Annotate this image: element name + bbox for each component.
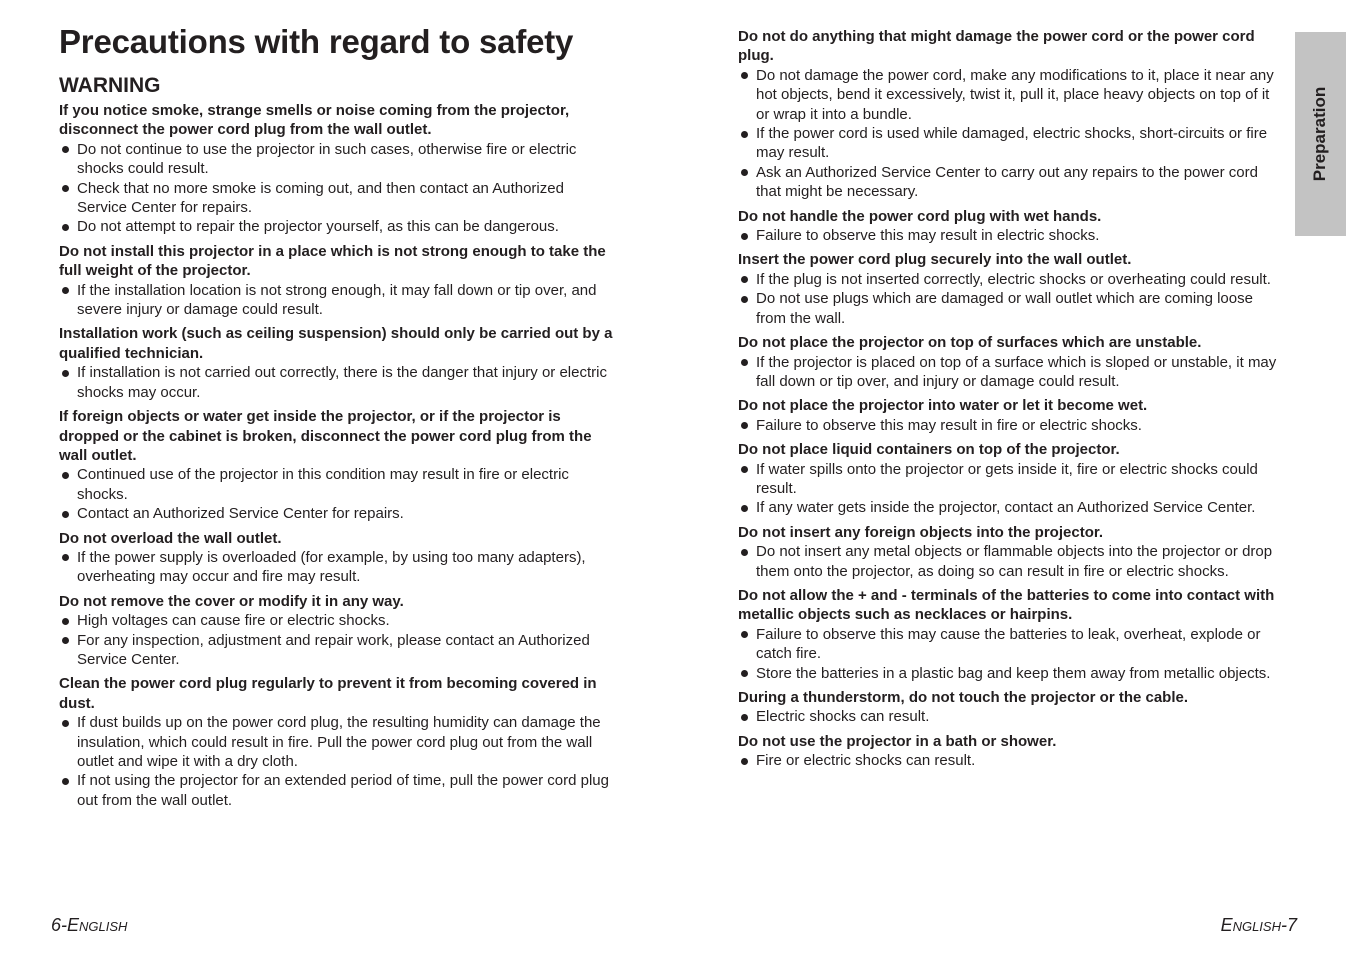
precaution-bullet-text: Failure to observe this may result in electric shocks. (756, 227, 1100, 245)
bullet-dot-icon (62, 185, 69, 192)
page-number-left-number: 6- (51, 915, 68, 935)
bullet-dot-icon (62, 287, 69, 294)
precaution-heading: Do not place the projector into water or let it become wet. (738, 397, 1148, 415)
precaution-heading: Do not place liquid containers on top of the projector. (738, 441, 1120, 459)
precaution-bullet-list (59, 713, 615, 810)
precaution-bullet-text: Do not continue to use the projector in such cases, otherwise fire or electric shocks could result. (77, 140, 577, 178)
bullet-dot-icon (741, 549, 748, 556)
precaution-bullet-list (59, 281, 615, 320)
precaution-section (738, 732, 1286, 771)
precaution-bullet-text: If the projector is placed on top of a surface which is sloped or unstable, it may fall down or tip over, and injury or damage could result. (756, 353, 1277, 390)
precaution-bullet-text: Do not use plugs which are damaged or wall outlet which are coming loose from the wall. (756, 290, 1253, 327)
precaution-bullet-text: Check that no more smoke is coming out, and then contact an Authorized Service Center for repairs. (77, 179, 564, 217)
precaution-section (738, 396, 1286, 435)
precaution-bullet-list (738, 66, 1286, 202)
precaution-bullet (59, 611, 615, 630)
bullet-dot-icon (741, 233, 748, 240)
precaution-section (738, 250, 1286, 328)
bullet-dot-icon (62, 637, 69, 644)
precaution-bullet (738, 66, 1286, 124)
page-title: Precautions with regard to safety (59, 23, 574, 60)
precaution-bullet-list (59, 611, 615, 669)
page-number-left (51, 914, 127, 936)
precaution-bullet-text: If water spills onto the projector or gets inside it, fire or electric shocks could result. (756, 460, 1258, 497)
precaution-bullet-list (738, 416, 1286, 435)
precaution-bullet-list (738, 460, 1286, 518)
precaution-bullet (738, 226, 1286, 245)
precaution-heading: Do not use the projector in a bath or shower. (738, 732, 1057, 750)
precaution-bullet (59, 548, 615, 587)
warning-heading: WARNING (59, 74, 161, 97)
precaution-bullet (59, 179, 615, 218)
precaution-bullet (738, 664, 1286, 683)
precaution-heading: If you notice smoke, strange smells or noise coming from the projector, disconnect the power cord plug from the wall outlet. (59, 102, 570, 139)
bullet-dot-icon (741, 169, 748, 176)
precaution-bullet-text: Continued use of the projector in this condition may result in fire or electric shocks. (77, 466, 569, 503)
precaution-heading: Do not allow the + and - terminals of the batteries to come into contact with metallic objects such as necklaces or hairpins. (738, 586, 1275, 624)
precaution-bullet-text: Electric shocks can result. (756, 708, 930, 726)
precaution-bullet-text: If dust builds up on the power cord plug, the resulting humidity can damage the insulation, which could result in fire. Pull the power cord plug out from the wall outlet and wipe it with a dry cloth. (77, 714, 601, 770)
precaution-heading: Do not overload the wall outlet. (59, 529, 282, 547)
bullet-dot-icon (741, 631, 748, 638)
bullet-dot-icon (62, 370, 69, 377)
bullet-dot-icon (62, 224, 69, 231)
precaution-bullet-text: Ask an Authorized Service Center to carry out any repairs to the power cord that might be necessary. (756, 163, 1258, 201)
precaution-bullet (738, 353, 1286, 392)
precaution-section (59, 407, 615, 523)
precaution-section (738, 207, 1286, 246)
precaution-bullet (738, 124, 1286, 163)
precaution-heading: Do not place the projector on top of surfaces which are unstable. (738, 334, 1202, 352)
bullet-dot-icon (741, 72, 748, 79)
bullet-dot-icon (62, 472, 69, 479)
precaution-bullet-text: Failure to observe this may result in fire or electric shocks. (756, 416, 1142, 434)
precaution-bullet-list (738, 353, 1286, 392)
precaution-bullet (59, 504, 615, 523)
precaution-bullet-text: For any inspection, adjustment and repair work, please contact an Authorized Service Center. (77, 631, 590, 668)
precaution-bullet (738, 625, 1286, 664)
precaution-bullet-text: Do not insert any metal objects or flammable objects into the projector or drop them onto the projector, as doing so can result in fire or electric shocks. (756, 543, 1273, 580)
precaution-bullet (59, 713, 615, 771)
bullet-dot-icon (741, 758, 748, 765)
precaution-bullet-text: If any water gets inside the projector, contact an Authorized Service Center. (756, 499, 1256, 517)
precaution-heading: Do not do anything that might damage the power cord or the power cord plug. (738, 28, 1255, 65)
bullet-dot-icon (741, 422, 748, 429)
bullet-dot-icon (741, 276, 748, 283)
precaution-section (59, 101, 615, 237)
precaution-section (738, 586, 1286, 683)
precaution-bullet (59, 217, 615, 236)
bullet-dot-icon (62, 554, 69, 561)
precaution-section (738, 688, 1286, 727)
precaution-section (59, 674, 615, 810)
precaution-heading: Clean the power cord plug regularly to prevent it from becoming covered in dust. (59, 675, 597, 712)
precaution-bullet-text: High voltages can cause fire or electric shocks. (77, 612, 390, 630)
right-column (738, 27, 1286, 776)
precaution-bullet-list (738, 270, 1286, 328)
precaution-bullet-text: Do not attempt to repair the projector yourself, as this can be dangerous. (77, 218, 559, 236)
bullet-dot-icon (62, 778, 69, 785)
page-number-left-word: English (67, 915, 128, 935)
bullet-dot-icon (62, 146, 69, 153)
precaution-bullet (738, 707, 1286, 726)
precaution-bullet-text: Failure to observe this may cause the batteries to leak, overheat, explode or catch fire. (756, 625, 1261, 663)
precaution-bullet (738, 751, 1286, 770)
bullet-dot-icon (741, 714, 748, 721)
bullet-dot-icon (62, 720, 69, 727)
precaution-heading: Do not install this projector in a place which is not strong enough to take the full weight of the projector. (59, 242, 606, 280)
precaution-section (738, 333, 1286, 391)
precaution-bullet (738, 289, 1286, 328)
precaution-bullet-list (738, 226, 1286, 245)
precaution-heading: Installation work (such as ceiling suspension) should only be carried out by a qualified technician. (59, 325, 613, 362)
precaution-bullet (59, 140, 615, 179)
precaution-bullet (738, 270, 1286, 289)
precaution-bullet (738, 498, 1286, 517)
precaution-bullet (738, 542, 1286, 581)
precaution-bullet-list (59, 548, 615, 587)
precaution-section (738, 523, 1286, 581)
precaution-heading: Do not remove the cover or modify it in any way. (59, 592, 404, 610)
precaution-section (738, 27, 1286, 202)
precaution-bullet-text: If the power cord is used while damaged, electric shocks, short-circuits or fire may result. (756, 125, 1268, 162)
precaution-bullet-text: If the installation location is not strong enough, it may fall down or tip over, and severe injury or damage could result. (77, 281, 597, 319)
precaution-bullet (59, 465, 615, 504)
precaution-heading: Do not handle the power cord plug with wet hands. (738, 207, 1102, 225)
precaution-bullet-list (59, 363, 615, 402)
precaution-section (59, 242, 615, 320)
bullet-dot-icon (62, 511, 69, 518)
bullet-dot-icon (741, 359, 748, 366)
precaution-bullet (738, 460, 1286, 499)
page-number-right-word: English (1220, 915, 1281, 935)
precaution-bullet-text: Contact an Authorized Service Center for repairs. (77, 505, 404, 523)
precaution-bullet (738, 416, 1286, 435)
precaution-heading: Insert the power cord plug securely into the wall outlet. (738, 251, 1132, 269)
precaution-section (738, 440, 1286, 518)
precaution-bullet-text: If the plug is not inserted correctly, electric shocks or overheating could result. (756, 270, 1271, 288)
precaution-bullet-list (738, 707, 1286, 726)
section-side-tab (1295, 32, 1346, 236)
precaution-bullet (738, 163, 1286, 202)
precaution-bullet-text: Do not damage the power cord, make any modifications to it, place it near any hot objects, bend it excessively, twist it, pull it, place heavy objects on top of it or wrap it into a bundle. (756, 66, 1274, 123)
bullet-dot-icon (741, 505, 748, 512)
precaution-bullet-list (59, 465, 615, 523)
precaution-bullet-text: If installation is not carried out correctly, there is the danger that injury or electric shocks may occur. (77, 364, 607, 401)
precaution-heading: During a thunderstorm, do not touch the projector or the cable. (738, 689, 1189, 706)
bullet-dot-icon (741, 670, 748, 677)
precaution-bullet-text: Store the batteries in a plastic bag and keep them away from metallic objects. (756, 664, 1271, 682)
left-column (59, 101, 615, 815)
precaution-bullet-text: Fire or electric shocks can result. (756, 752, 976, 770)
bullet-dot-icon (741, 466, 748, 473)
precaution-section (59, 592, 615, 670)
precaution-section (59, 529, 615, 587)
precaution-bullet (59, 363, 615, 402)
precaution-heading: Do not insert any foreign objects into the projector. (738, 523, 1104, 541)
precaution-bullet (59, 281, 615, 320)
precaution-bullet-list (59, 140, 615, 237)
bullet-dot-icon (741, 296, 748, 303)
page-number-right-number: -7 (1280, 915, 1297, 935)
side-tab-label: Preparation (1310, 86, 1329, 182)
precaution-bullet-list (738, 625, 1286, 683)
bullet-dot-icon (62, 618, 69, 625)
precaution-bullet-text: If not using the projector for an extended period of time, pull the power cord plug out from the wall outlet. (77, 772, 609, 809)
precaution-section (59, 324, 615, 402)
precaution-bullet-text: If the power supply is overloaded (for example, by using too many adapters), overheating may occur and fire may result. (77, 548, 586, 586)
precaution-bullet-list (738, 542, 1286, 581)
precaution-bullet-list (738, 751, 1286, 770)
precaution-bullet (59, 771, 615, 810)
page-number-right (1221, 914, 1297, 936)
bullet-dot-icon (741, 131, 748, 138)
precaution-bullet (59, 631, 615, 670)
precaution-heading: If foreign objects or water get inside the projector, or if the projector is dropped or the cabinet is broken, disconnect the power cord plug from the wall outlet. (59, 408, 592, 464)
